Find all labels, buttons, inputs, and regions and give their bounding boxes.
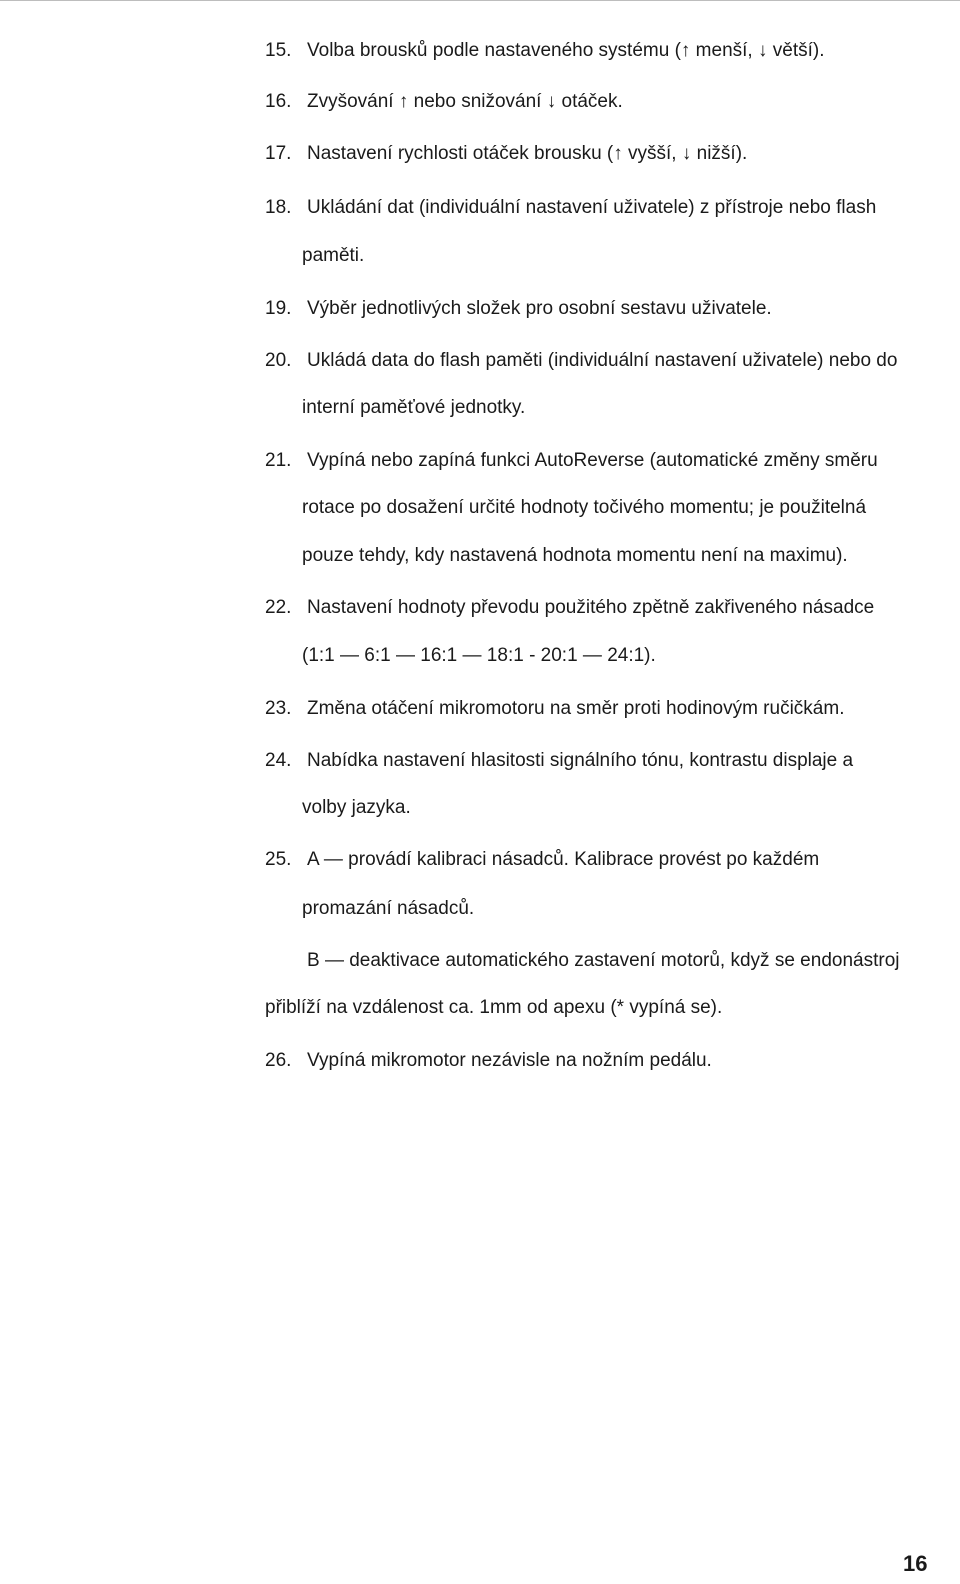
item-number: 22. — [265, 597, 292, 618]
subpoint-b-text: B — deaktivace automatického zastavení motorů, když se endonástroj — [307, 950, 900, 971]
item-text: A — provádí kalibraci násadců. Kalibrace provést po každém — [307, 849, 820, 870]
item-text: Vypíná nebo zapíná funkci AutoReverse (automatické změny směru — [307, 450, 878, 471]
item-text: Změna otáčení mikromotoru na směr proti hodinovým ručičkám. — [307, 698, 845, 719]
page-number: 16 — [903, 1551, 928, 1576]
item-text: Nabídka nastavení hlasitosti signálního tónu, kontrastu displaje a — [307, 750, 854, 771]
item-continuation-text: interní paměťové jednotky. — [302, 397, 526, 418]
item-text: Ukládá data do flash paměti (individuální nastavení uživatele) nebo do — [307, 350, 898, 371]
item-continuation-text: (1:1 — 6:1 — 16:1 — 18:1 - 20:1 — 24:1). — [302, 645, 656, 666]
item-number: 15. — [265, 40, 292, 61]
item-continuation-text: volby jazyka. — [302, 797, 411, 818]
item-continuation-text: pouze tehdy, kdy nastavená hodnota momentu není na maximu). — [302, 545, 848, 566]
item-text: Vypíná mikromotor nezávisle na nožním pedálu. — [307, 1050, 712, 1071]
item-number: 25. — [265, 849, 292, 870]
item-number: 21. — [265, 450, 292, 471]
item-text: Zvyšování ↑ nebo snižování ↓ otáček. — [307, 91, 623, 112]
item-text: Nastavení rychlosti otáček brousku (↑ vyšší, ↓ nižší). — [307, 143, 748, 164]
item-number: 19. — [265, 298, 292, 319]
item-number: 23. — [265, 698, 292, 719]
item-number: 17. — [265, 143, 292, 164]
item-number: 26. — [265, 1050, 292, 1071]
item-text: Výběr jednotlivých složek pro osobní sestavu uživatele. — [307, 298, 772, 319]
item-number: 16. — [265, 91, 292, 112]
item-continuation-text: paměti. — [302, 245, 365, 266]
top-rule — [0, 0, 960, 1]
item-number: 18. — [265, 197, 292, 218]
item-continuation-text: rotace po dosažení určité hodnoty točivého momentu; je použitelná — [302, 497, 867, 518]
item-text: Ukládání dat (individuální nastavení uživatele) z přístroje nebo flash — [307, 197, 877, 218]
item-text: Nastavení hodnoty převodu použitého zpětně zakřiveného násadce — [307, 597, 875, 618]
item-text: Volba brousků podle nastaveného systému (↑ menší, ↓ větší). — [307, 40, 825, 61]
item-number: 24. — [265, 750, 292, 771]
item-continuation-text: promazání násadců. — [302, 898, 475, 919]
item-number: 20. — [265, 350, 292, 371]
subpoint-b-continuation: přiblíží na vzdálenost ca. 1mm od apexu (* vypíná se). — [265, 997, 723, 1018]
